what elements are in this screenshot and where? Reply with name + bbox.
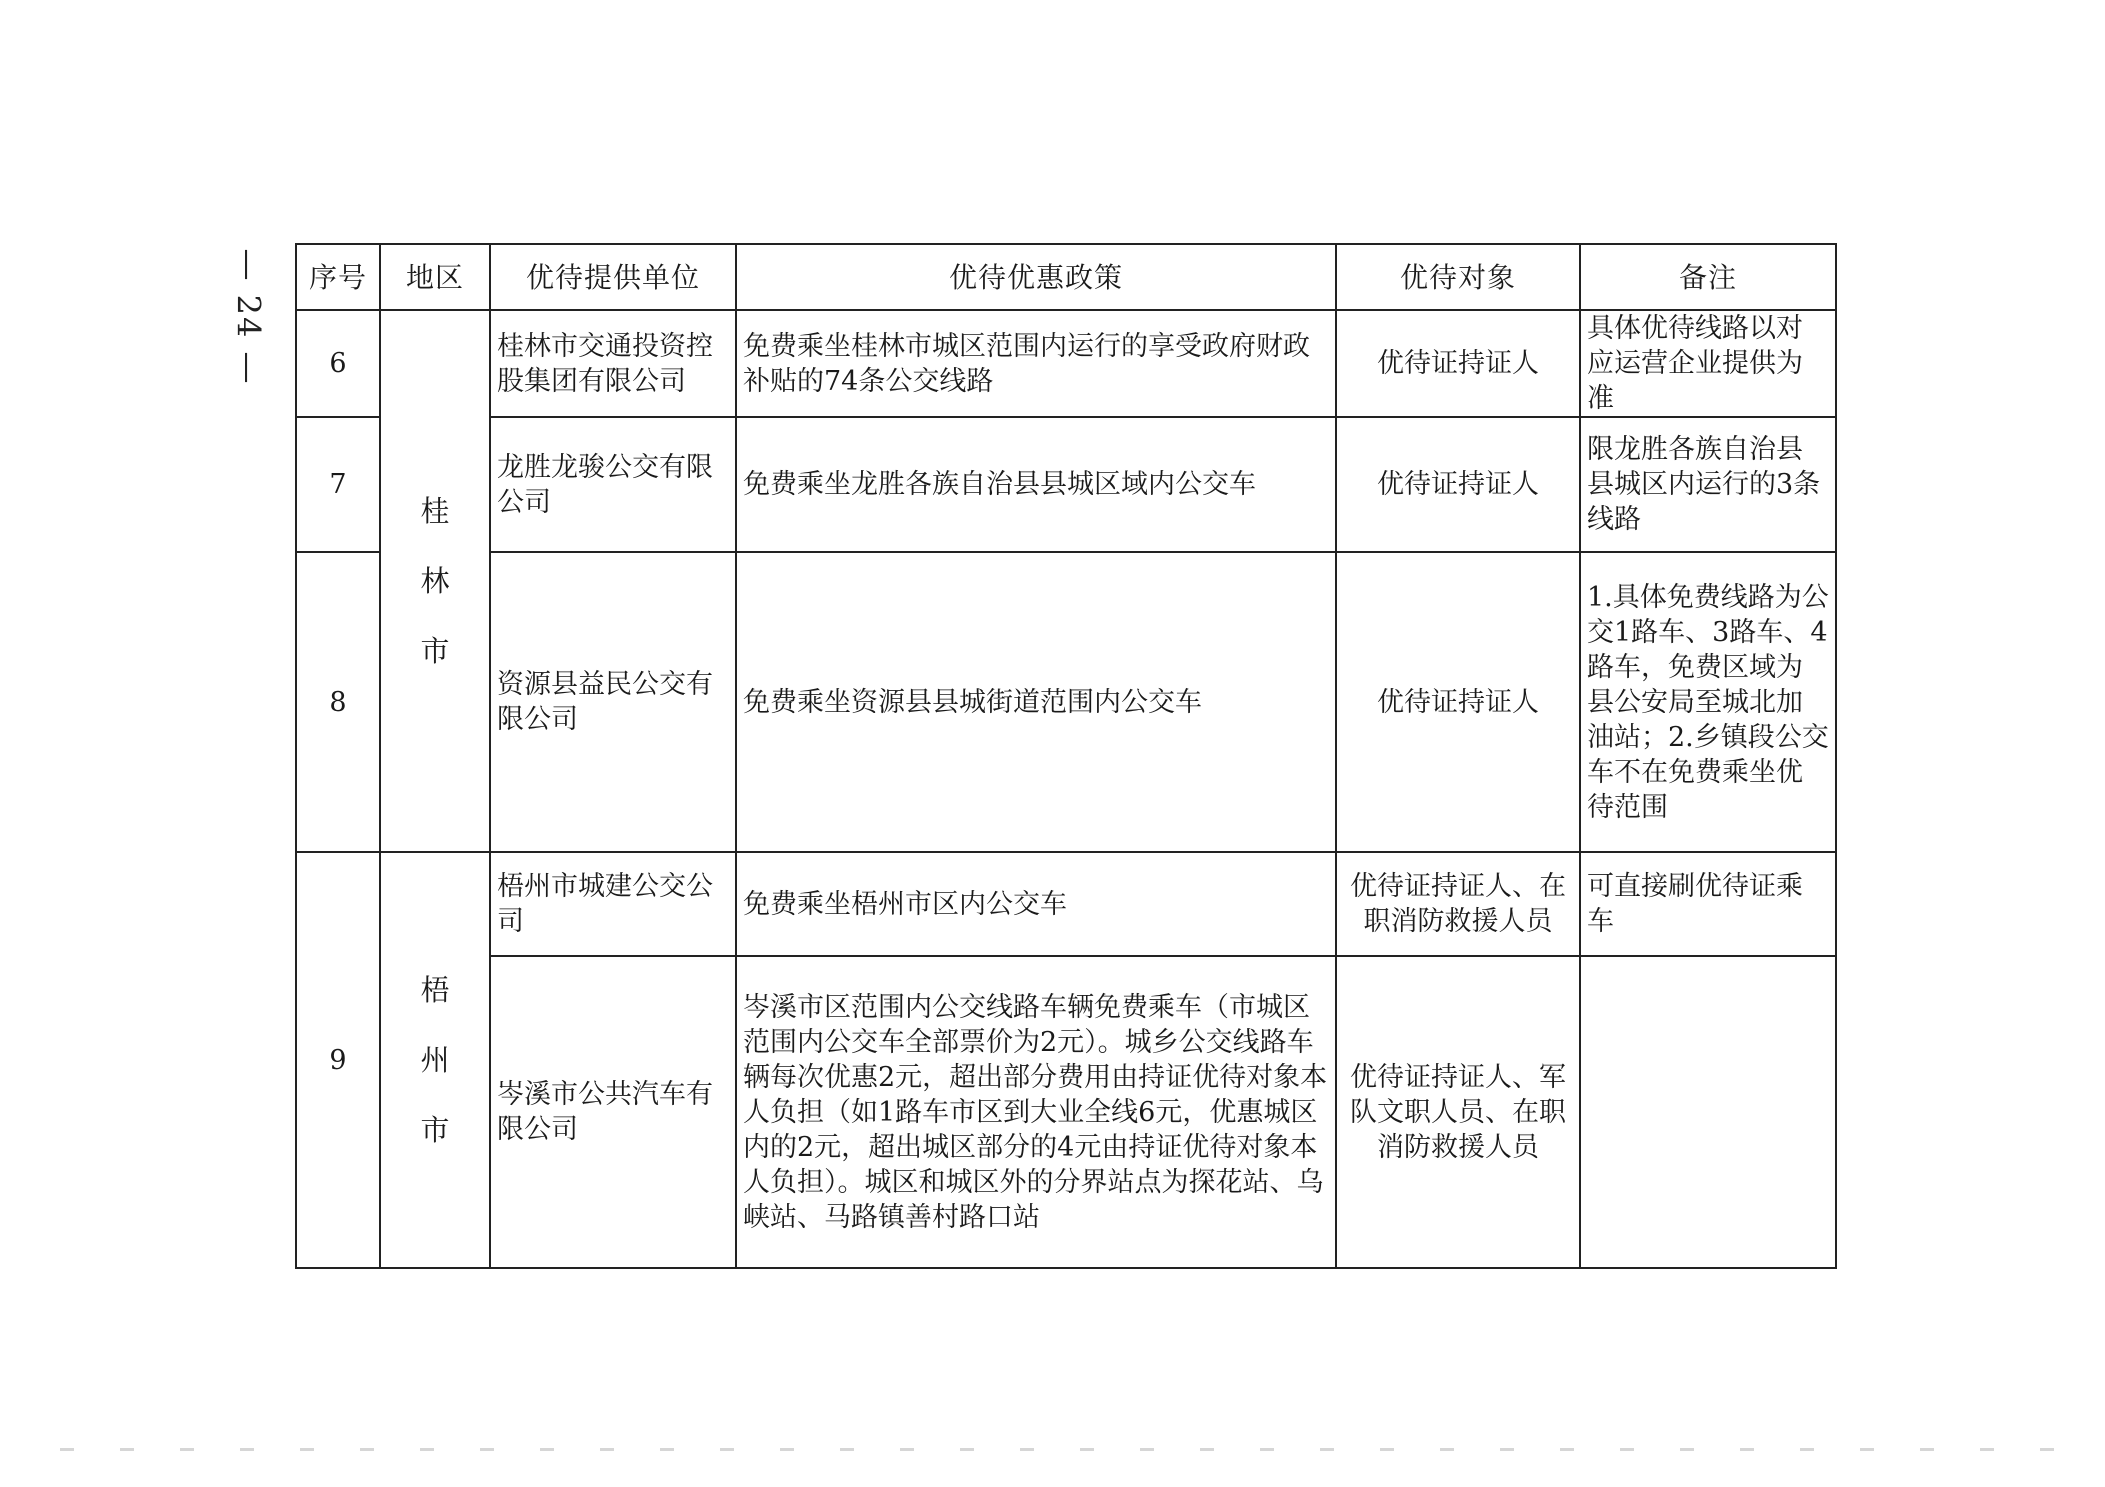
region-label: 梧州市 xyxy=(420,973,450,1147)
policy-cell: 岑溪市区范围内公交线路车辆免费乘车（市城区范围内公交车全部票价为2元）。城乡公交线路车辆每次优惠2元，超出部分费用由持证优待对象本人负担（如1路车市区到大业全线6元，优惠城区内的2元，超出城区部分的4元由持证优待对象本人负担）。城区和城区外的分界站点为探花站、乌峡站、马路镇善村路口站 xyxy=(736,956,1336,1268)
table-header-row xyxy=(296,244,1836,310)
table-row xyxy=(296,310,1836,417)
seq-cell: 7 xyxy=(296,417,380,552)
note-cell xyxy=(1580,956,1836,1268)
header-policy: 优待优惠政策 xyxy=(736,244,1336,310)
header-region: 地区 xyxy=(380,244,490,310)
unit-cell: 资源县益民公交有限公司 xyxy=(490,552,736,852)
unit-cell: 岑溪市公共汽车有限公司 xyxy=(490,956,736,1268)
note-cell: 限龙胜各族自治县县城区内运行的3条线路 xyxy=(1580,417,1836,552)
target-cell: 优待证持证人、在职消防救援人员 xyxy=(1336,852,1580,956)
target-cell: 优待证持证人、军队文职人员、在职消防救援人员 xyxy=(1336,956,1580,1268)
policy-cell: 免费乘坐资源县县城街道范围内公交车 xyxy=(736,552,1336,852)
policy-cell: 免费乘坐龙胜各族自治县县城区域内公交车 xyxy=(736,417,1336,552)
policy-cell: 免费乘坐梧州市区内公交车 xyxy=(736,852,1336,956)
unit-cell: 桂林市交通投资控股集团有限公司 xyxy=(490,310,736,417)
region-label: 桂林市 xyxy=(420,494,450,668)
page-number: — 24 — xyxy=(230,248,268,386)
region-cell-guilin xyxy=(380,310,490,852)
region-cell-wuzhou xyxy=(380,852,490,1268)
target-cell: 优待证持证人 xyxy=(1336,417,1580,552)
seq-cell: 9 xyxy=(296,852,380,1268)
header-unit: 优待提供单位 xyxy=(490,244,736,310)
note-cell: 1.具体免费线路为公交1路车、3路车、4路车，免费区域为县公安局至城北加油站；2.乡镇段公交车不在免费乘坐优待范围 xyxy=(1580,552,1836,852)
header-target: 优待对象 xyxy=(1336,244,1580,310)
policy-cell: 免费乘坐桂林市城区范围内运行的享受政府财政补贴的74条公交线路 xyxy=(736,310,1336,417)
unit-cell: 梧州市城建公交公司 xyxy=(490,852,736,956)
target-cell: 优待证持证人 xyxy=(1336,552,1580,852)
header-seq: 序号 xyxy=(296,244,380,310)
benefits-table xyxy=(295,243,1837,1269)
header-note: 备注 xyxy=(1580,244,1836,310)
target-cell: 优待证持证人 xyxy=(1336,310,1580,417)
unit-cell: 龙胜龙骏公交有限公司 xyxy=(490,417,736,552)
table-row xyxy=(296,956,1836,1268)
note-cell: 可直接刷优待证乘车 xyxy=(1580,852,1836,956)
table-row xyxy=(296,417,1836,552)
seq-cell: 8 xyxy=(296,552,380,852)
scan-artifact-line xyxy=(60,1448,2060,1451)
note-cell: 具体优待线路以对应运营企业提供为准 xyxy=(1580,310,1836,417)
table-row xyxy=(296,852,1836,956)
table-row xyxy=(296,552,1836,852)
seq-cell: 6 xyxy=(296,310,380,417)
